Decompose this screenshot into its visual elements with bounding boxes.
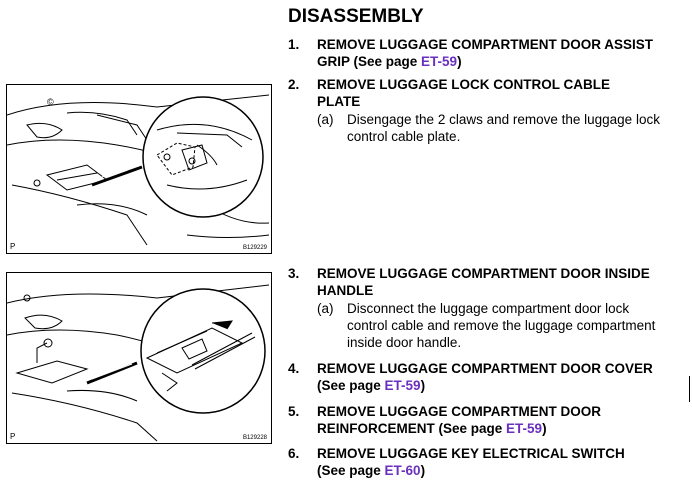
step-number: 3.	[288, 266, 300, 281]
step-6	[288, 445, 688, 479]
figure-id: B129228	[242, 435, 267, 441]
substep-letter: (a)	[317, 301, 334, 316]
revision-margin-bar	[689, 376, 690, 402]
page-reference-link[interactable]: ET-59	[384, 378, 421, 393]
line-drawing-inside-door-handle	[7, 273, 271, 443]
step-text-line: PLATE	[317, 94, 361, 109]
step-text-line: REMOVE LUGGAGE COMPARTMENT DOOR ASSIST	[317, 37, 654, 52]
figure-corner-label: P	[10, 242, 16, 251]
step-text-line: REINFORCEMENT (See page ET-59)	[317, 421, 547, 436]
substep-text-line: Disconnect the luggage compartment door lock	[347, 301, 630, 316]
step-text-line: HANDLE	[317, 283, 374, 298]
step-text-line: GRIP (See page ET-59)	[317, 54, 462, 69]
substep-text-line: control cable plate.	[347, 129, 461, 144]
step-text-line: REMOVE LUGGAGE COMPARTMENT DOOR COVER	[317, 361, 653, 376]
step-text-line: REMOVE LUGGAGE COMPARTMENT DOOR	[317, 404, 602, 419]
substep-3a	[317, 300, 689, 351]
svg-text:©: ©	[47, 97, 54, 107]
step-2	[288, 76, 688, 110]
page-reference-link[interactable]: ET-60	[384, 463, 421, 478]
substep-text-line: Disengage the 2 claws and remove the luggage lock	[347, 112, 660, 127]
step-text-line: REMOVE LUGGAGE KEY ELECTRICAL SWITCH	[317, 446, 625, 461]
step-3	[288, 265, 688, 299]
step-number: 6.	[288, 446, 300, 461]
substep-2a	[317, 111, 689, 145]
page-reference-link[interactable]: ET-59	[421, 54, 458, 69]
step-4	[288, 360, 688, 394]
step-number: 1.	[288, 37, 300, 52]
page-reference-link[interactable]: ET-59	[506, 421, 543, 436]
step-number: 2.	[288, 77, 300, 92]
step-text-line: (See page ET-59)	[317, 378, 426, 393]
page-title: DISASSEMBLY	[288, 6, 424, 27]
substep-text-line: inside door handle.	[347, 335, 462, 350]
figure-corner-label: P	[10, 432, 16, 441]
step-number: 4.	[288, 361, 300, 376]
step-1	[288, 36, 688, 70]
illustration-inside-door-handle	[6, 272, 272, 444]
step-number: 5.	[288, 404, 300, 419]
step-text-line: REMOVE LUGGAGE COMPARTMENT DOOR INSIDE	[317, 266, 650, 281]
step-5	[288, 403, 688, 437]
illustration-lock-cable-plate	[6, 84, 272, 254]
substep-letter: (a)	[317, 112, 334, 127]
line-drawing-lock-cable-plate	[7, 85, 271, 253]
step-text-line: (See page ET-60)	[317, 463, 426, 478]
figure-id: B129229	[242, 245, 267, 251]
substep-text-line: control cable and remove the luggage compartment	[347, 318, 656, 333]
step-text-line: REMOVE LUGGAGE LOCK CONTROL CABLE	[317, 77, 611, 92]
